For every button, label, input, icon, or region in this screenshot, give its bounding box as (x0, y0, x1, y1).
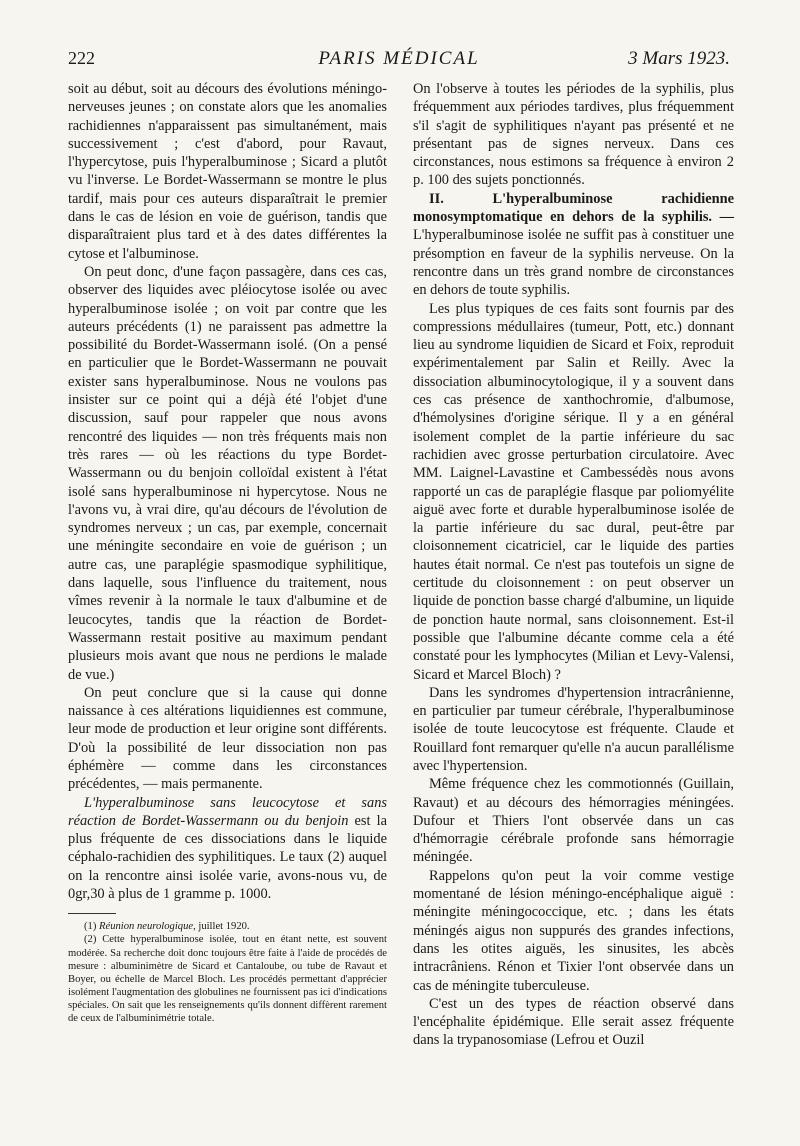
italic-lead: L'hyperalbuminose sans leucocytose et sans réaction de Bordet-Wassermann ou du benjoin (68, 794, 387, 829)
paragraph: On peut donc, d'une façon passagère, dans ces cas, observer des liquides avec pléiocytose isolée ou avec hyperalbuminose isolée ; on voit par contre que les auteurs précédents (1) ne paraissent pas admettre la possibilité du Bordet-Wassermann isolé. (On a pensé en particulier que le Bordet-Wassermann ne pouvait exister sans hyperalbuminose. Nous ne voulons pas insister sur ce point qui a déjà été l'objet d'une discussion, sauf pour rappeler que nous avons rencontré des liquides — non très fréquents mais non très rares — où les réactions du type Bordet-Wassermann ou du benjoin colloïdal existent à l'état isolé sans hyperalbuminose ni hypercytose. Nous ne l'avons vu, à vrai dire, qu'au décours de l'évolution de syndromes nerveux ; un cas, par exemple, concernait une méningite secondaire en voie de guérison ; un autre cas, une paraplégie spasmodique syphilitique, dans laquelle, sous l'influence du traitement, nous vîmes revenir à la normale le taux d'albumine et de leucocytes, tandis que la réaction de Bordet-Wassermann restait positive au maximum pendant plusieurs mois avant que nous ne perdions le malade de vue.) (68, 263, 387, 683)
paragraph: On peut conclure que si la cause qui donne naissance à ces altérations liquidiennes est commune, leur mode de production et leur origine sont différents. D'où la possibilité de leur dissociation non pas éphémère — comme dans les circonstances précédentes, — mais permanente. (68, 684, 387, 793)
paragraph-text: L'hyperalbuminose isolée ne suffit pas à constituer une présomption en faveur de la syphilis nerveuse. On la rencontre dans un très grand nombre de circonstances en dehors de toute syphilis. (413, 227, 734, 299)
journal-title: PARIS MÉDICAL (318, 48, 480, 69)
footnote: (2) Cette hyperalbuminose isolée, tout en étant nette, est souvent modérée. Sa recherche doit donc toujours être faite à l'aide de procédés de mesure : albuminimètre de Sicard et Cantaloube, ou tube de Ravaut et Boyer, ou échelle de Marcel Bloch. Les procédés permettant d'apprécier isolément l'augmentation des globulines ne fournissent pas ici d'indications spéciales. On sait que les renseignements qu'ils donnent diffèrent rarement de ceux de l'albuminimétrie totale. (68, 934, 387, 1025)
paragraph: On l'observe à toutes les périodes de la syphilis, plus fréquemment aux périodes tardives, plus fréquemment s'il s'agit de syphilitiques n'ayant pas présenté et ne présentant pas de signes nerveux. Dans ces circonstances, nous estimons sa fréquence à environ 2 p. 100 des sujets ponctionnés. (413, 81, 734, 189)
left-column (68, 80, 387, 1025)
running-header (68, 48, 730, 70)
paragraph: Dans les syndromes d'hypertension intracrânienne, en particulier par tumeur cérébrale, l'hyperalbuminose isolée de toute leucocytose est fréquente. Claude et Rouillard font remarquer qu'elle n'a aucun parallélisme avec l'hypertension. (413, 684, 734, 774)
paragraph (413, 190, 734, 300)
paragraph: Les plus typiques de ces faits sont fournis par des compressions médullaires (tumeur, Pott, etc.) donnant lieu au syndrome liquidien de Sicard et Foix, reproduit expérimentalement par Salin et Reilly. Avec la dissociation albuminocytologique, il y a souvent dans ces cas présence de xanthochromie, d'albumose, d'hémolysines d'origine sérique. Il y a en général isolement complet de la partie inférieure du sac rachidien avec grosse perturbation circulatoire. Avec MM. Laignel-Lavastine et Cambessédès nous avons rapporté un cas de paraplégie flasque par poliomyélite aiguë avec forte et durable hyperalbuminose isolée de la partie inférieure du sac dural, peut-être par cloisonnement cicatriciel, car le liquide des parties hautes était normal. Ce n'est pas toutefois un signe de certitude du cloisonnement : on peut observer un liquide de ponction basse chargé d'albumine, un liquide de ponction haute normal, sans cloisonnement. Est-il possible que l'albumine décante comme cela a été constaté pour les lymphocytes (Milian et Levy-Valensi, Sicard et Marcel Bloch) ? (413, 300, 734, 683)
paragraph-text: est la plus fréquente de ces dissociations dans le liquide céphalo-rachidien des syphilitiques. Le taux (2) auquel on la rencontre ainsi isolée varie, avons-nous vu, de 0gr,30 à plus de 1 gramme p. 1000. (68, 812, 387, 903)
paragraph (68, 794, 387, 904)
right-column (413, 80, 734, 1050)
page-number: 222 (68, 48, 95, 68)
issue-date: 3 Mars 1923. (628, 48, 730, 69)
footnote-number: (1) (84, 921, 100, 933)
footnote-text: , juillet 1920. (193, 921, 250, 933)
paragraph: Même fréquence chez les commotionnés (Guillain, Ravaut) et au décours des hémorragies méningées. Dufour et Thiers l'ont observée dans un cas d'hémorragie cérébrale profonde sans hémorragie méningée. (413, 776, 734, 866)
paragraph: Rappelons qu'on peut la voir comme vestige momentané de lésion méningo-encéphalique aiguë : méningite méningococcique, etc. ; dans les états méningés aigus non suppurés des grandes infections, dans les otites aiguës, les sinusites, les abcès intracrâniens. Rénon et Tixier l'ont observée dans un cas de méningite tuberculeuse. (413, 867, 734, 994)
footnote-italic: Réunion neurologique (99, 921, 194, 933)
paragraph: soit au début, soit au décours des évolutions méningo-nerveuses jeunes ; on constate alors que les anomalies rachidiennes n'apparaissent pas simultanément, mais successivement ; c'est d'abord, pour Ravaut, l'hypercytose, puis l'hyperalbuminose ; Sicard a plutôt vu l'inverse. Le Bordet-Wassermann se montre le plus tardif, mais pour ces auteurs disparaîtrait le premier dans le cas de lésion en voie de guérison, tandis que disparaîtraient plus tard et à des dates différentes la cytose et l'albuminose. (68, 81, 387, 262)
section-heading: II. L'hyperalbuminose rachidienne monosymptomatique en dehors de la syphilis. — (413, 190, 734, 226)
footnote (68, 920, 387, 933)
paragraph: C'est un des types de réaction observé dans l'encéphalite épidémique. Elle serait assez fréquente dans la trypanosomiase (Lefrou et Ouzil (413, 995, 734, 1049)
footnote-divider (68, 913, 116, 914)
